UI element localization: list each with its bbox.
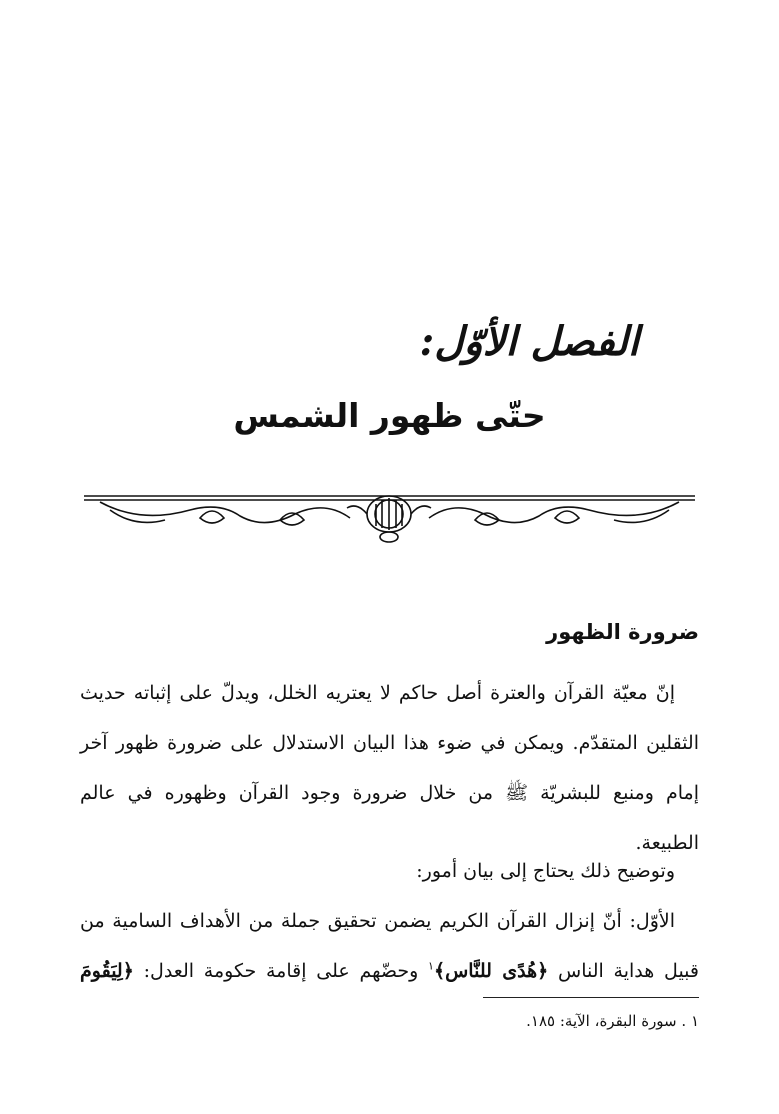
paragraph-3-start: الأوّل: أنّ إنزال القرآن الكريم يضمن تحقيق جملة من الأهداف السامية من قبيل هداية الناس xyxy=(80,910,699,982)
footnote: ١ . سورة البقرة، الآية: ١٨٥. xyxy=(526,1012,699,1030)
body-paragraph-1: إنّ معيّة القرآن والعترة أصل حاكم لا يعتريه الخلل، ويدلّ على إثباته حديث الثقلين المتقدّم. ويمكن في ضوء هذا البيان الاستدلال على ضرورة ظهور آخر إمام ومنبع للبشريّة ﷺ من خلال ضرورة وجود القرآن وظهوره في عالم الطبيعة. xyxy=(80,682,699,854)
chapter-label: الفصل الأوّل: xyxy=(419,318,639,365)
section-heading: ضرورة الظهور xyxy=(546,620,699,644)
body-paragraph-3 xyxy=(80,896,699,996)
quran-quote-1: ﴿هُدًى للنَّاس﴾ xyxy=(433,960,549,982)
quran-quote-2: ﴿لِيَقُومَ xyxy=(80,960,134,982)
footnote-reference: ١ xyxy=(428,959,434,973)
body-paragraph-2: وتوضيح ذلك يحتاج إلى بيان أمور: xyxy=(416,860,675,882)
floral-divider-icon xyxy=(80,488,699,544)
footnote-divider xyxy=(483,997,699,998)
paragraph-3-middle: وحضّهم على إقامة حكومة العدل: xyxy=(143,960,419,982)
chapter-title: حتّى ظهور الشمس xyxy=(233,396,546,435)
